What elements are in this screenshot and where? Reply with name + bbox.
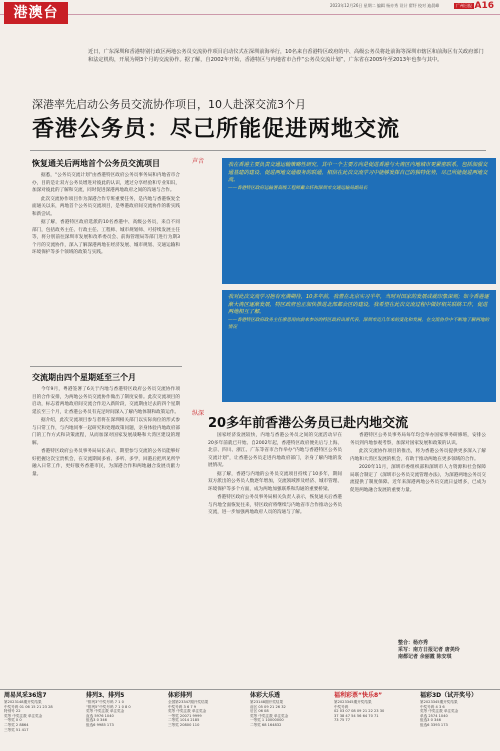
section3-title: 20多年前香港公务员已赴内地交流 [208,416,409,431]
masthead-logo: 港澳台 [4,2,68,24]
credit-line: 南都记者 余丽霞 陈安琪 [398,654,452,660]
divider [30,366,182,367]
section2-body [32,386,180,684]
lottery-line: 中奖号码 [334,704,349,709]
lottery-block [420,692,496,728]
quote-text: 我在香港主要负责交通运输策略性研究，其中一个主要方向是促进香港与大湾区内地城市更紧密联系，包括加强交通基建的建设、促进两地交通服务的联通，相信在此次交流学习中能够发挥自己的独特优势，尽己所能促进两地交流。 [228,162,488,184]
credit-line: 采写：南方日报记者 唐美玲 [398,647,460,653]
lottery-line: 73 75 77 [334,718,351,723]
lottery-title: 体彩大乐透 [250,692,281,699]
section3-para: 香港特区政府公务员事务局相关负责人表示，恢复通关后香港与内地全面恢复往来，特区政府将继续与内地省市合作推动公务员交流，进一步加强两地政府人员的沟通与了解。 [208,495,342,515]
lottery-block [86,692,162,728]
quote-box [222,290,496,402]
lottery-line: 一等奖 1 10000000 [250,718,284,723]
lottery-line: 奖等 中奖注数 单注奖金 [250,713,289,718]
lottery-line: 单选 2574 1040 [420,713,448,718]
lottery-line: 直选 5976 1040 [86,713,114,718]
page-number: A16 [474,1,494,11]
quote-source: ——香港特区政府政务主任廖思雨向前来参访的特区政府出席代表，深圳市近几年来的变化和发展，在交流协作中不断地了解两地的情况 [228,317,489,331]
section1-para: 此次交流协作项目作为深港合作专班重要任务，是内地与香港恢复全面通关以来，两地首个公务员交流项目，是粤港政府间交流协作的新实践和新尝试。 [32,196,180,217]
lottery-title: 体彩排列 [168,692,193,699]
lottery-line: 中奖号码 3 6 7 9 [168,704,197,709]
lottery-line: 37 38 47 54 56 64 70 71 [334,713,379,718]
lottery-line: “排列5”中奖号码 7 1 0 8 0 [86,704,131,709]
lottery-line: 一等奖 0 0 [4,718,22,723]
lottery-line: 二等奖 68 164832 [250,722,282,727]
lottery-line: 第2023345期开奖结果 [420,700,458,704]
lottery-line: 中奖号码 4 3 6 [420,704,445,709]
section1-para: 据悉，“公务员交流计划”由香港特区政府公务员事务局和内地省市合办，目的是让双方公务员增进对彼此的认识，透过分享经验和专业知识，加深对彼此的了解和交流，同时促进深港两地政府之间的沟通与合作。 [32,173,180,193]
lottery-line: 第2023148期开奖结果 [4,700,42,704]
lottery-line: 二等奖 2 8864 [4,722,29,727]
lottery-line: 奖等 中奖注数 单注奖金 [420,709,459,714]
lottery-line: 后区 06 08 [250,709,269,714]
section1-title: 恢复通关后两地首个公务员交流项目 [32,159,160,168]
credit-line: 整合：杨亦秀 [398,640,429,646]
section3-para: 此次交流协作项目的推出，将为香港公务员提供更多深入了解内地和大湾区发展的机会，有助于推动两地在更多领域的合作。 [350,449,486,462]
lead-paragraph: 近日，广东深圳和香港特别行政区两地公务员交流协作项目启动仪式在深圳前海举行，10名来自香港特区政府的中、高级公务员将赴前海等深圳市辖区和前海区有关政府部门和法定机构，开展为期3个月的交流协作。据了解，自2002年开始，香港特区与内地省市合作“公务员交流计划”，广东省在2005年至2013年也参与其中。 [88,49,484,63]
subheadline: 深港率先启动公务员交流协作项目，10人赴深交流3个月 [32,98,306,111]
section1-body [32,172,180,362]
section3-body-left [208,432,342,684]
lottery-title: 福利彩票“快乐8” [334,692,383,699]
quote-source: ——香港特区政府运输署高级工程师戴立轩和深圳市交通运输局副局长 [228,185,368,191]
lottery-strip [0,689,500,751]
lottery-line: 二等奖 1014 2185 [168,718,200,723]
quote-box [222,158,496,284]
lottery-line: 奖等 中奖注数 单注奖金 [86,709,125,714]
dateline: 2023年12月26日 星期二 编辑 杨亦秀 设计 翟纾 校对 迪晨峰 [330,3,440,8]
lottery-line: 奖等 中奖注数 单注奖金 [168,709,207,714]
lottery-line: 02 03 07 08 09 21 22 23 30 [334,709,385,714]
lottery-line: 特别号 22 [4,709,21,714]
lottery-title: 排列3、排列5 [86,692,125,699]
section3-para: 据了解，香港与内地的公务员交流项目持续了10多年，期间双方派出的公务员人数逐年增加，交流领域涉及经济、城市管理、环境保护等多个方面，成为两地加强联系和沟通的重要桥梁。 [208,471,342,492]
lottery-block [250,692,328,728]
lottery-line: 组选6 9985 173 [86,722,114,727]
section2-para: 据介绍，此次交流项目参与者将在深圳相关部门以实际岗位的形式参与日常工作，与内地同事一起研究和处理政策问题，亲身体验内地政府部门的工作方式和决策流程，从而加深对国家发展战略和大湾区建设的理解。 [32,418,180,446]
lottery-line: 中奖号码 01 06 15 21 23 28 [4,704,53,709]
lottery-line: 第23148期开奖结果 [250,700,283,704]
section2-title: 交流期由四个星期延至三个月 [32,373,136,382]
quote-text: 我对此次交流学习抱有充满期待，10多年前，我曾在北京实习半年，当时对国家的发展成就印象深刻；如今香港逐渐大湾区逐渐发展，特区政府也正加快推进北部都会区的建设，我希望在此次交流过程中做好相关联络工作，促进两地相互了解。 [228,294,489,316]
lottery-line: 第2023345期开奖结果 [334,700,372,704]
lottery-line: 三等奖 51 417 [4,727,29,732]
section3-para: 香港特区公务员事务局每年均会举办国家事务研修班，安排公务员到内地参观考察，加深对国家发展和政策的认识。 [350,433,486,446]
lottery-block [334,692,416,723]
page-tag: 广州日报 [456,3,472,8]
section3-body-right [350,432,486,628]
lottery-line: 组选6 3393 173 [420,722,448,727]
lottery-line: 三等奖 20800 110 [168,722,200,727]
section1-para: 据了解，香港特区政府选派的10名香港中、高级公务员，来自不同部门，包括政务主任、行政主任、工程师、城市规划师、可持续发展主任等，将分别前往深圳市发展和改革委员会、前海管理局等部门进行为期3个月的交流协作，深入了解深港两地在经济发展、城市规划、交通运输和环境保护等多个领域的政策与实践。 [32,220,180,255]
lottery-title: 周易风采36选7 [4,692,47,699]
credits [398,640,460,661]
section2-para: 今年9月，粤港签署了6关于内地与香港特区政府公务员交流协作项目的合作安排，为两地公务员交流协作做出了制度安排。此次交流项目的启动，标志着两地政府间交流合作迈入新阶段，交流期由过去的四个星期延长至三个月，让香港公务员有充足时间深入了解内地体制和政策运作。 [32,387,180,415]
voice-label: 声音 [192,158,205,165]
lottery-block [168,692,244,728]
section3-label: 纵深 [192,410,205,417]
section3-para: 2020年11月，深圳市委组织部和深圳市人力资源和社会保障局联合制定了《深圳市公务员交流管理办法》，为深港两地公务员交流提供了制度保障。近年来深港两地公务员交流日益增多，已成为促进两地融合发展的重要力量。 [350,465,486,493]
lottery-line: 组选3 0 346 [420,718,441,723]
lottery-block [4,692,80,732]
lottery-line: “排列3”中奖号码 7 1 0 [86,700,124,704]
section2-para: 香港特区政府公务员事务局局长表示，期望参与交流的公务员能够好好把握这次宝贵机会，在交流期间多看、多听、多学，回港后把所见所学融入日常工作，更好服务香港市民，为深港合作和两地融合发展贡献力量。 [32,449,180,477]
lottery-line: 前区 05 09 21 26 32 [250,704,286,709]
divider [30,150,486,151]
section3-para: 国家经济发展较快，内地与香港公务员之间的交流活动早在20多年前就已开始。自2002年起，香港特区政府便先后与上海、北京、四川、浙江、广东等省市合作举办“内地与香港特区公务员交流计划”，让香港公务员走进内地政府部门，亲身了解内地的发展情况。 [208,433,342,468]
lottery-line: 组选3 0 346 [86,718,107,723]
lottery-title: 福彩3D（试开奖号） [420,692,478,699]
headline: 香港公务员：尽己所能促进两地交流 [32,117,401,142]
lottery-line: 全国第23347期开奖结果 [168,700,209,704]
lottery-line: 一等奖 20071 9999 [168,713,202,718]
lottery-line: 奖等 中奖注数 单注奖金 [4,713,43,718]
